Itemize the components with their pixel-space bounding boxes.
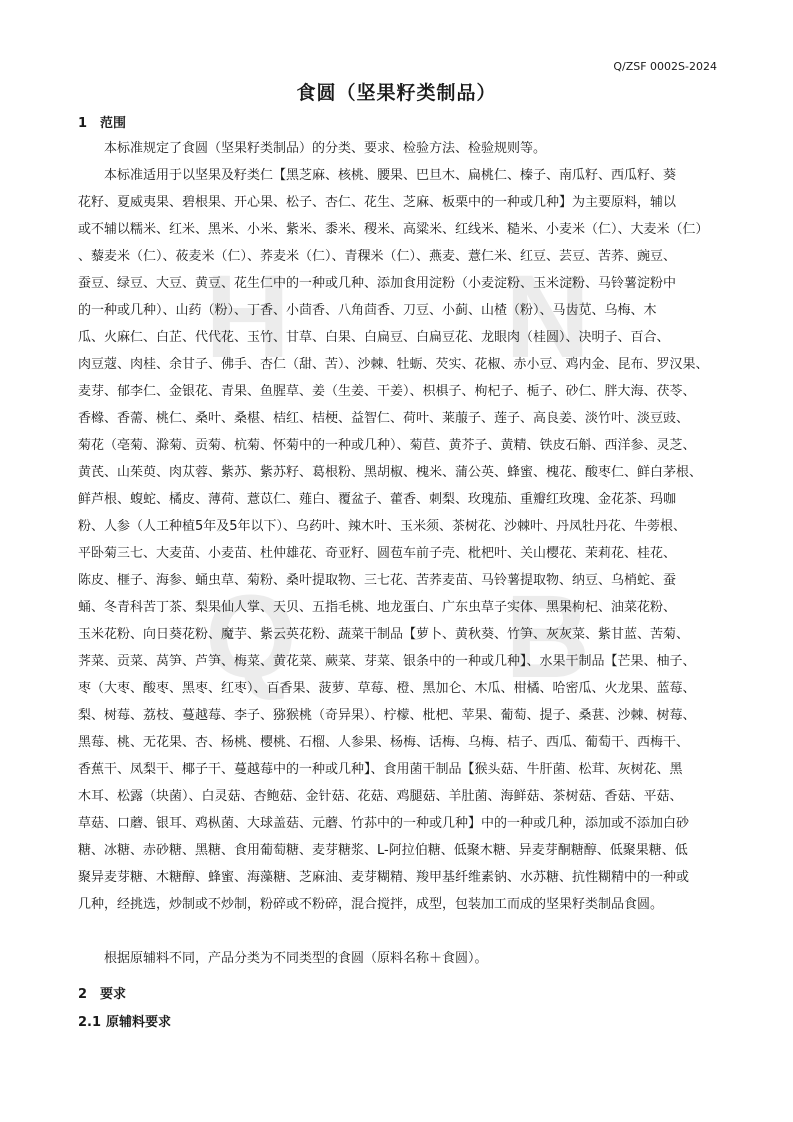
scope-paragraph-line: 麦芽、郁李仁、金银花、青果、鱼腥草、姜（生姜、干姜）、枳椇子、枸杞子、栀子、砂仁、胖大海、茯苓、 <box>78 384 696 399</box>
scope-paragraph-line: 或不辅以糯米、红米、黑米、小米、紫米、黍米、稷米、高粱米、红线米、糙米、小麦米（仁）、大麦米（仁） <box>78 222 709 237</box>
scope-paragraph-line: 陈皮、榧子、海参、蛹虫草、菊粉、桑叶提取物、三七花、苦荞麦苗、马铃薯提取物、纳豆、乌梢蛇、蚕 <box>78 573 677 588</box>
section-2-1-number: 2.1 <box>78 1015 102 1030</box>
scope-paragraph-line: 肉豆蔻、肉桂、余甘子、佛手、杏仁（甜、苦）、沙棘、牡蛎、芡实、花椒、赤小豆、鸡内金、昆布、罗汉果、 <box>78 357 709 372</box>
section-2-number: 2 <box>78 987 88 1002</box>
scope-paragraph-line: 香蕉干、凤梨干、椰子干、蔓越莓中的一种或几种】、食用菌干制品【猴头菇、牛肝菌、松茸、灰树花、黑 <box>78 762 683 777</box>
scope-paragraph-line: 枣（大枣、酸枣、黑枣、红枣）、百香果、菠萝、草莓、橙、黑加仑、木瓜、柑橘、哈密瓜、火龙果、蓝莓、 <box>78 681 696 696</box>
scope-paragraph-line: 平卧菊三七、大麦苗、小麦苗、杜仲雄花、奇亚籽、圆苞车前子壳、枇杷叶、关山樱花、茉莉花、桂花、 <box>78 546 677 561</box>
watermark-letter-q: Q <box>205 571 297 703</box>
scope-paragraph-line: 的一种或几种）、山药（粉）、丁香、小茴香、八角茴香、刀豆、小蓟、山楂（粉）、马齿苋、乌梅、木 <box>78 303 657 318</box>
section-1-heading <box>78 112 126 131</box>
scope-paragraph-line: 瓜、火麻仁、白芷、代代花、玉竹、甘草、白果、白扁豆、白扁豆花、龙眼肉（桂圆）、决明子、百合、 <box>78 330 670 345</box>
section-2-heading <box>78 983 126 1002</box>
scope-paragraph-line <box>78 918 718 945</box>
watermark-letter-b: B <box>505 571 591 703</box>
scope-paragraph-line: 根据原辅料不同，产品分类为不同类型的食圆（原料名称＋食圆）。 <box>104 951 488 966</box>
watermark-letter-n: N <box>505 251 591 383</box>
scope-paragraph-line: 梨、树莓、荔枝、蔓越莓、李子、猕猴桃（奇异果）、柠檬、枇杷、苹果、葡萄、提子、桑葚、沙棘、树莓、 <box>78 708 696 723</box>
section-1-body <box>78 135 718 972</box>
scope-paragraph-line: 蛹、冬青科苦丁茶、梨果仙人掌、天贝、五指毛桃、地龙蛋白、广东虫草子实体、黑果枸杞、油菜花粉、 <box>78 600 677 615</box>
scope-paragraph-line: 黄芪、山茱萸、肉苁蓉、紫苏、紫苏籽、葛根粉、黑胡椒、槐米、蒲公英、蜂蜜、槐花、酸枣仁、鲜白茅根、 <box>78 465 703 480</box>
page-title: 食圆（坚果籽类制品） <box>296 82 497 104</box>
scope-paragraph-line: 木耳、松露（块菌）、白灵菇、杏鲍菇、金针菇、花菇、鸡腿菇、羊肚菌、海鲜菇、茶树菇、香菇、平菇、 <box>78 789 683 804</box>
section-1-number: 1 <box>78 116 88 131</box>
scope-paragraph-line: 本标准适用于以坚果及籽类仁【黑芝麻、核桃、腰果、巴旦木、扁桃仁、榛子、南瓜籽、西瓜籽、葵 <box>104 168 677 183</box>
scope-paragraph-line: 、藜麦米（仁）、莜麦米（仁）、荞麦米（仁）、青稞米（仁）、燕麦、薏仁米、红豆、芸豆、苦荞、豌豆、 <box>78 249 677 264</box>
scope-paragraph-line: 黑莓、桃、无花果、杏、杨桃、樱桃、石榴、人参果、杨梅、话梅、乌梅、桔子、西瓜、葡萄干、西梅干、 <box>78 735 690 750</box>
scope-paragraph-line: 鲜芦根、蝮蛇、橘皮、薄荷、薏苡仁、薤白、覆盆子、藿香、刺梨、玫瑰茄、重瓣红玫瑰、金花茶、玛咖 <box>78 492 677 507</box>
section-1-title: 范围 <box>100 116 127 131</box>
section-2-title: 要求 <box>100 987 127 1002</box>
section-2-1-title: 原辅料要求 <box>106 1015 172 1030</box>
scope-paragraph-line: 香橼、香薷、桃仁、桑叶、桑椹、桔红、桔梗、益智仁、荷叶、莱菔子、莲子、高良姜、淡竹叶、淡豆豉、 <box>78 411 690 426</box>
scope-paragraph-line: 玉米花粉、向日葵花粉、魔芋、紫云英花粉、蔬菜干制品【萝卜、黄秋葵、竹笋、灰灰菜、紫甘蓝、苦菊、 <box>78 627 690 642</box>
scope-paragraph-line: 本标准规定了食圆（坚果籽类制品）的分类、要求、检验方法、检验规则等。 <box>104 141 547 156</box>
watermark-letter-h: H <box>205 251 291 383</box>
scope-paragraph-line: 草菇、口蘑、银耳、鸡枞菌、大球盖菇、元蘑、竹荪中的一种或几种】中的一种或几种，添加或不添加白砂 <box>78 816 690 831</box>
scope-paragraph-line: 粉、人参（人工种植5年及5年以下）、乌药叶、辣木叶、玉米须、茶树花、沙棘叶、丹凤牡丹花、牛蒡根、 <box>78 519 687 534</box>
scope-paragraph-line: 荠菜、贡菜、莴笋、芦笋、梅菜、黄花菜、蕨菜、芽菜、银条中的一种或几种】、水果干制品【芒果、柚子、 <box>78 654 696 669</box>
scope-paragraph-line: 菊花（亳菊、滁菊、贡菊、杭菊、怀菊中的一种或几种）、菊苣、黄芥子、黄精、铁皮石斛、西洋参、灵芝、 <box>78 438 696 453</box>
standard-code: Q/ZSF 0002S-2024 <box>613 60 717 73</box>
scope-paragraph-line: 几种，经挑选，炒制或不炒制，粉碎或不粉碎，混合搅拌，成型，包装加工而成的坚果籽类制品食圆。 <box>78 897 664 912</box>
section-2-1-heading <box>78 1011 171 1030</box>
scope-paragraph-line: 蚕豆、绿豆、大豆、黄豆、花生仁中的一种或几种、添加食用淀粉（小麦淀粉、玉米淀粉、马铃薯淀粉中 <box>78 276 677 291</box>
scope-paragraph-line: 糖、冰糖、赤砂糖、黑糖、食用葡萄糖、麦芽糖浆、L-阿拉伯糖、低聚木糖、异麦芽酮糖醇、低聚果糖、低 <box>78 843 688 858</box>
scope-paragraph-line: 聚异麦芽糖、木糖醇、蜂蜜、海藻糖、芝麻油、麦芽糊精、羧甲基纤维素钠、水苏糖、抗性糊精中的一种或 <box>78 870 690 885</box>
scope-paragraph-line: 花籽、夏威夷果、碧根果、开心果、松子、杏仁、花生、芝麻、板栗中的一种或几种】为主要原料，辅以 <box>78 195 677 210</box>
